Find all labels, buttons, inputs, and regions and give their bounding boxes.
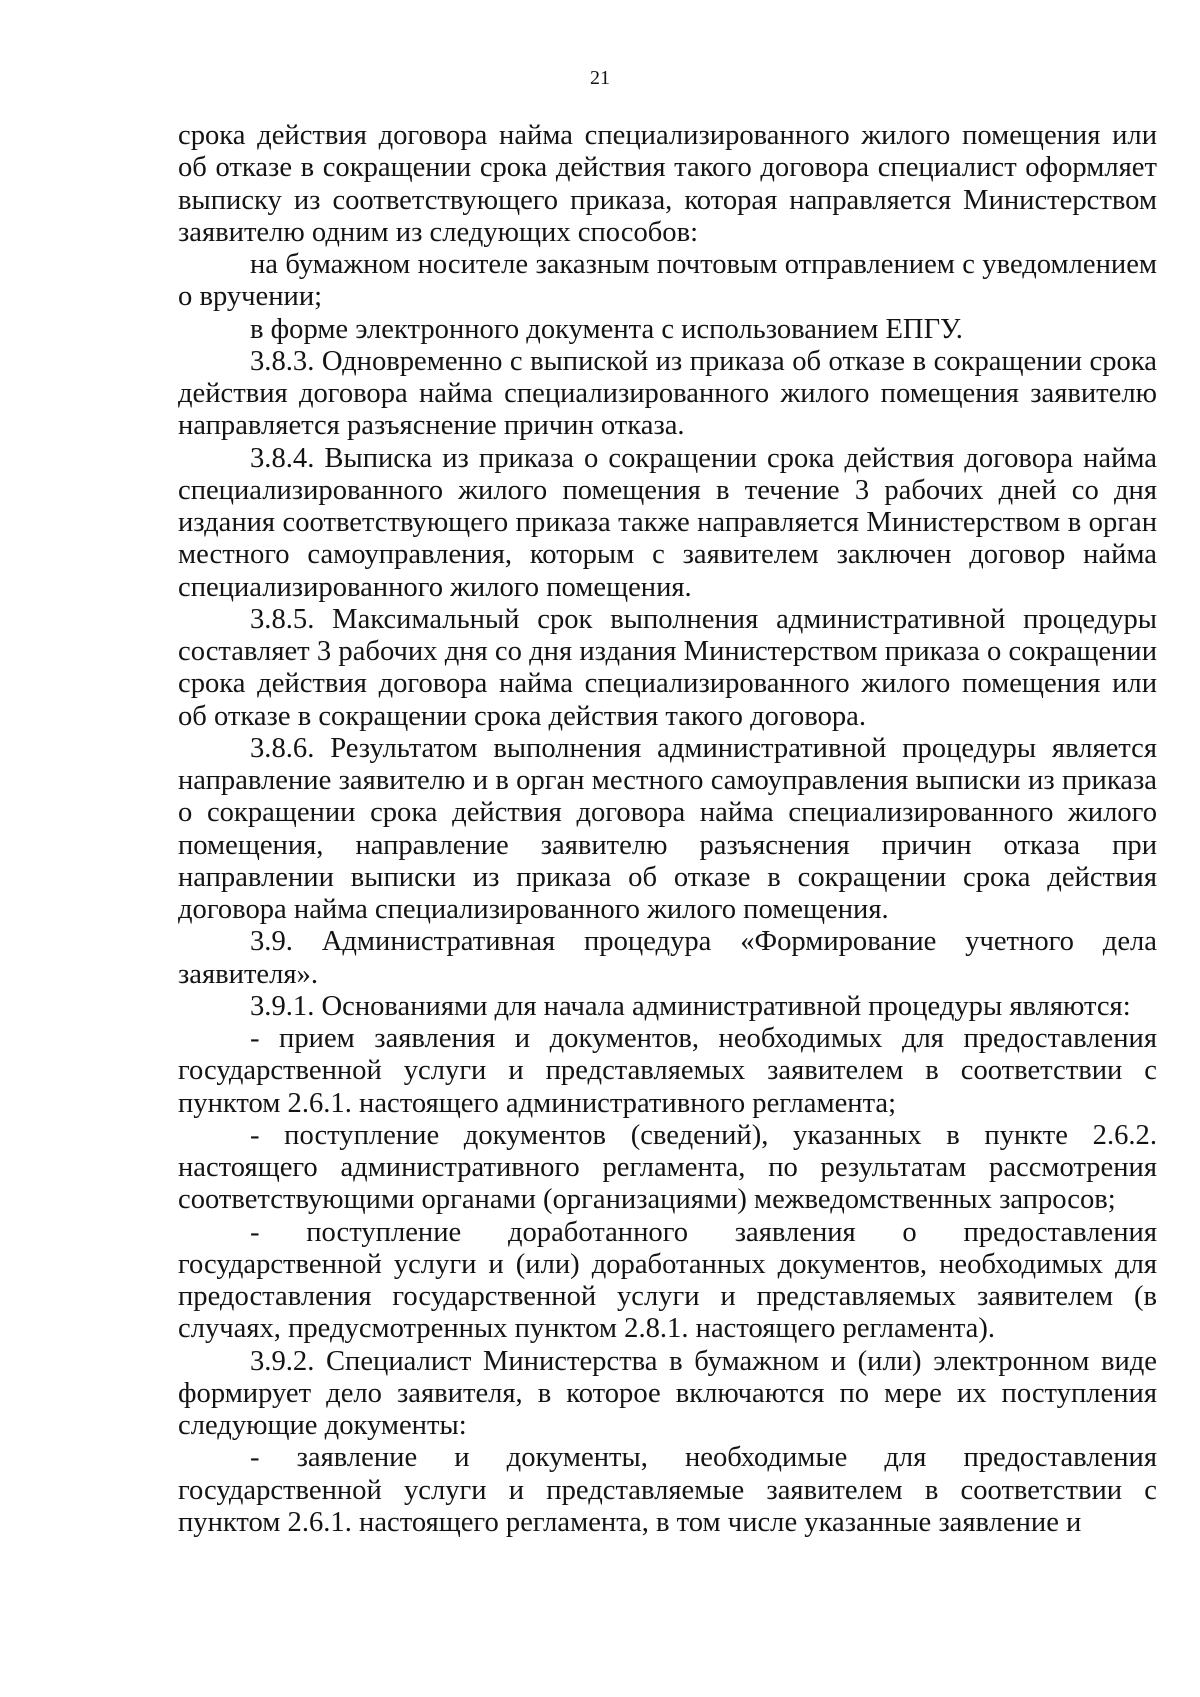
page-number: 21 (590, 67, 610, 89)
paragraph: 3.8.5. Максимальный срок выполнения административной процедуры составляет 3 рабочих дня со дня издания Министерством приказа о сокращении срока действия договора найма специализированного жилого помещения или об отказе в сокращении срока действия такого договора. (178, 603, 1157, 732)
document-body (178, 120, 1157, 1539)
paragraph: - поступление доработанного заявления о предоставления государственной услуги и (или) доработанных документов, необходимых для предоставления государственной услуги и представляемых заявителем (в случаях, предусмотренных пунктом 2.8.1. настоящего регламента). (178, 1216, 1157, 1345)
paragraph: 3.8.6. Результатом выполнения административной процедуры является направление заявителю и в орган местного самоуправления выписки из приказа о сокращении срока действия договора найма специализированного жилого помещения, направление заявителю разъяснения причин отказа при направлении выписки из приказа об отказе в сокращении срока действия договора найма специализированного жилого помещения. (178, 732, 1157, 925)
paragraph: в форме электронного документа с использованием ЕПГУ. (250, 313, 963, 345)
paragraph: - заявление и документы, необходимые для предоставления государственной услуги и представляемые заявителем в соответствии с пунктом 2.6.1. настоящего регламента, в том числе указанные заявление и (178, 1442, 1157, 1538)
paragraph: - поступление документов (сведений), указанных в пункте 2.6.2. настоящего административного регламента, по результатам рассмотрения соответствующими органами (организациями) межведомственных запросов; (178, 1119, 1157, 1216)
paragraph: - прием заявления и документов, необходимых для предоставления государственной услуги и представляемых заявителем в соответствии с пунктом 2.6.1. настоящего административного регламента; (178, 1023, 1157, 1119)
paragraph: 3.9. Административная процедура «Формирование учетного дела заявителя». (178, 926, 1157, 990)
paragraph: 3.9.1. Основаниями для начала административной процедуры являются: (250, 990, 1131, 1022)
paragraph: срока действия договора найма специализированного жилого помещения или об отказе в сокращении срока действия такого договора специалист оформляет выписку из соответствующего приказа, которая направляется Министерством заявителю одним из следующих способов: (178, 120, 1157, 248)
paragraph: 3.9.2. Специалист Министерства в бумажном и (или) электронном виде формирует дело заявителя, в которое включаются по мере их поступления следующие документы: (178, 1345, 1157, 1441)
paragraph: на бумажном носителе заказным почтовым отправлением с уведомлением о вручении; (178, 249, 1157, 313)
paragraph: 3.8.4. Выписка из приказа о сокращении срока действия договора найма специализированного жилого помещения в течение 3 рабочих дней со дня издания соответствующего приказа также направляется Министерством в орган местного самоуправления, которым с заявителем заключен договор найма специализированного жилого помещения. (178, 442, 1157, 603)
paragraph: 3.8.3. Одновременно с выпиской из приказа об отказе в сокращении срока действия договора найма специализированного жилого помещения заявителю направляется разъяснение причин отказа. (178, 345, 1157, 442)
